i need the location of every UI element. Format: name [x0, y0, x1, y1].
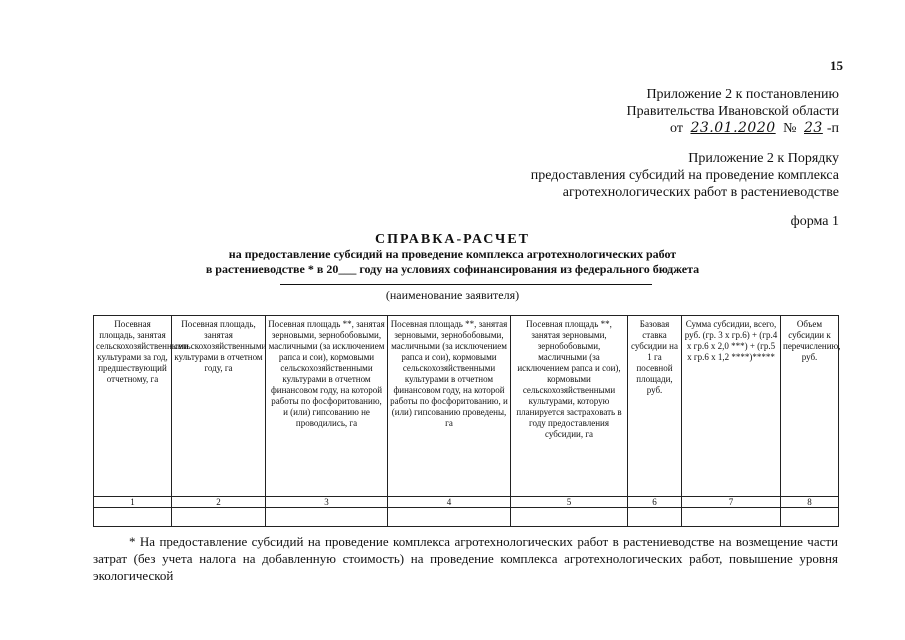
- approval-number-sign: №: [783, 121, 797, 136]
- applicant-name-line: [280, 284, 652, 285]
- document-title: СПРАВКА-РАСЧЕТ: [374, 232, 531, 247]
- document-subtitle-1: на предоставление субсидий на проведение комплекса агротехнологических работ: [228, 247, 677, 261]
- header-cell-2: Посевная площадь, занятая сельскохозяйственными культурами в отчетном году, га: [172, 316, 266, 497]
- data-cell-6: [628, 508, 682, 527]
- approval-date: 23.01.2020: [690, 120, 776, 136]
- data-cell-3: [266, 508, 388, 527]
- table-number-row: [94, 497, 839, 508]
- appendix-line-1: Приложение 2 к Порядку: [688, 151, 839, 166]
- header-cell-6: Базовая ставка субсидии на 1 га посевной площади, руб.: [628, 316, 682, 497]
- approval-line-3: [627, 120, 839, 137]
- data-cell-7: [682, 508, 781, 527]
- column-number-4: 4: [388, 497, 511, 508]
- approval-line-1: Приложение 2 к постановлению: [646, 87, 839, 102]
- data-cell-8: [781, 508, 839, 527]
- approval-suffix: -п: [826, 121, 839, 136]
- table-data-row: [94, 508, 839, 527]
- approval-line-2: Правительства Ивановской области: [626, 104, 839, 119]
- footnote: * На предоставление субсидий на проведение комплекса агротехнологических работ в растениеводстве на возмещение части затрат (без учета налога на добавленную стоимость) на проведение комплекса агротехнологических работ, повышение уровня экологической: [93, 534, 838, 583]
- applicant-caption: (наименование заявителя): [385, 288, 520, 302]
- table-header-row: [94, 316, 839, 497]
- approval-number: 23: [804, 120, 823, 136]
- appendix-line-2: предоставления субсидий на проведение комплекса: [530, 168, 839, 183]
- header-cell-1: Посевная площадь, занятая сельскохозяйственными культурами за год, предшествующий отчетному, га: [94, 316, 172, 497]
- document-subtitle-2: в растениеводстве * в 20___ году на условиях софинансирования из федерального бюджета: [205, 262, 700, 276]
- column-number-7: 7: [682, 497, 781, 508]
- approval-block: [627, 86, 839, 137]
- data-cell-1: [94, 508, 172, 527]
- column-number-5: 5: [511, 497, 628, 508]
- data-cell-5: [511, 508, 628, 527]
- header-cell-8: Объем субсидии к перечислению, руб.: [781, 316, 839, 497]
- approval-ot: от: [670, 121, 683, 136]
- calculation-table: [93, 315, 839, 527]
- column-number-6: 6: [628, 497, 682, 508]
- header-cell-3: Посевная площадь **, занятая зерновыми, зернобобовыми, масличными (за исключением рапса и сои), кормовыми сельскохозяйственными культурами в отчетном финансовом году, на которой работы по фосфоритованию, и (или) гипсованию не проводились, га: [266, 316, 388, 497]
- appendix-block: [531, 150, 839, 201]
- form-label: форма 1: [790, 214, 839, 229]
- column-number-1: 1: [94, 497, 172, 508]
- data-cell-2: [172, 508, 266, 527]
- column-number-2: 2: [172, 497, 266, 508]
- header-cell-4: Посевная площадь **, занятая зерновыми, зернобобовыми, масличными (за исключением рапса и сои), кормовыми сельскохозяйственными культурами в отчетном финансовом году, на которой работы по фосфоритованию, и (или) гипсованию проведены, га: [388, 316, 511, 497]
- header-cell-5: Посевная площадь **, занятая зерновыми, зернобобовыми, масличными (за исключением рапса и сои), кормовыми сельскохозяйственными культурами, которую планируется застраховать в году предоставления субсидии, га: [511, 316, 628, 497]
- header-cell-7: Сумма субсидии, всего, руб. (гр. 3 x гр.6) + (гр.4 x гр.6 x 2,0 ***) + (гр.5 x гр.6 x 1,2 ****)*****: [682, 316, 781, 497]
- column-number-3: 3: [266, 497, 388, 508]
- data-cell-4: [388, 508, 511, 527]
- column-number-8: 8: [781, 497, 839, 508]
- appendix-line-3: агротехнологических работ в растениеводстве: [562, 185, 839, 200]
- page-number: 15: [830, 58, 843, 73]
